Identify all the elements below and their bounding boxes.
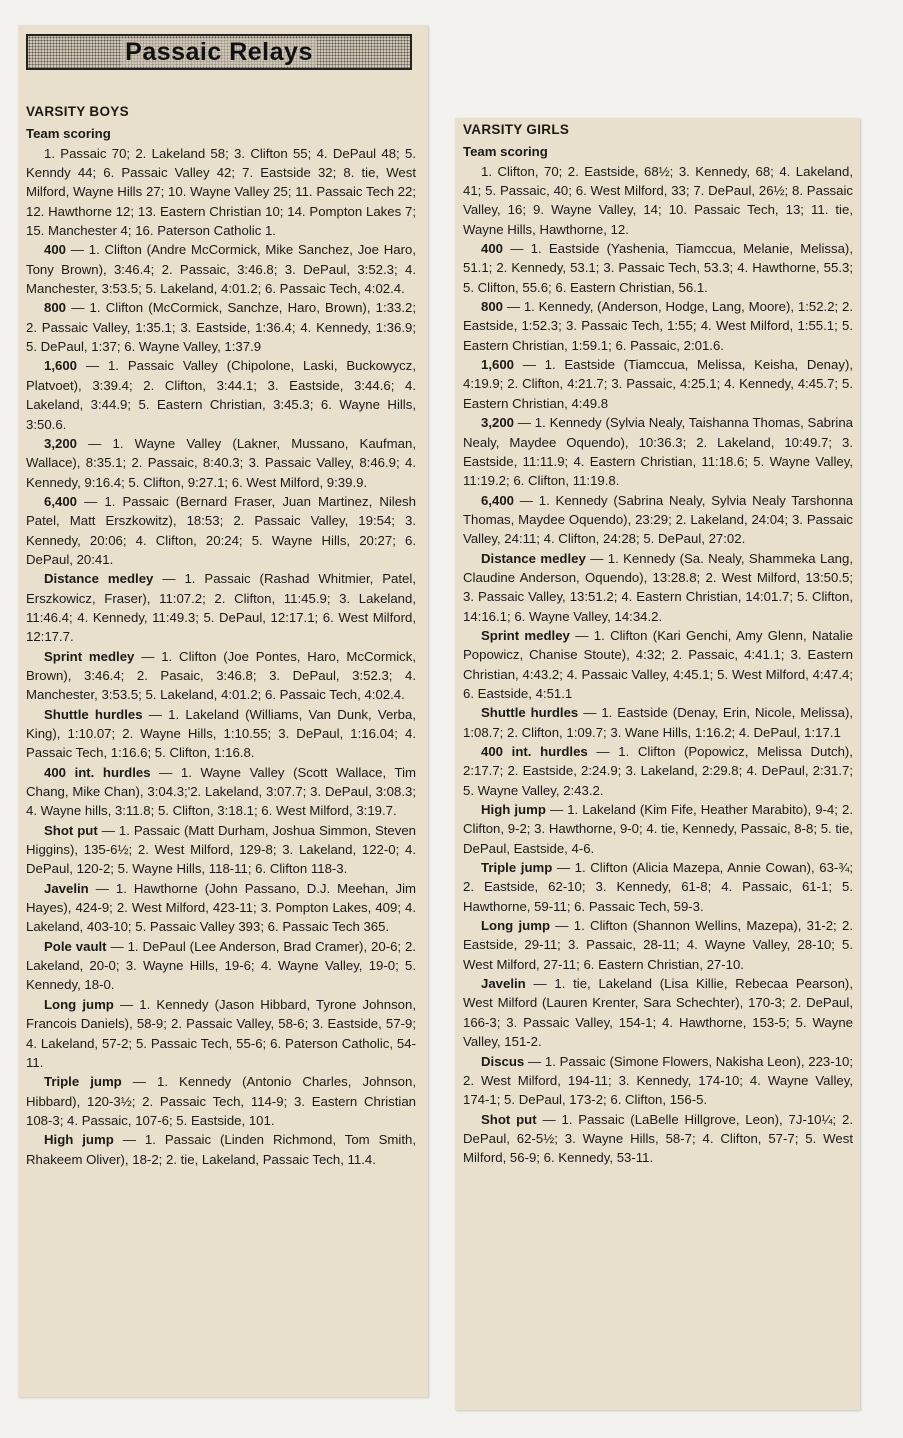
event-results-text: — 1. Passaic Valley (Chipolone, Laski, Buckowycz, Platvoet), 3:39.4; 2. Clifton, 3:44.1; 3. Eastside, 3:44.6; 4. Lakeland, 3:44.9; 5. Eastern Christian, 3:45.3; 6. Wayne Hills, 3:50.6. — [26, 358, 416, 432]
boys-event-result — [26, 434, 416, 492]
girls-event-result — [463, 626, 853, 703]
event-results-text: — 1. Kennedy (Sabrina Nealy, Sylvia Nealy Tarshonna Thomas, Maydee Oquendo), 23:29; 2. Lakeland, 24:04; 3. Passaic Valley, 24:11; 4. Clifton, 24:28; 5. DePaul, 27:02. — [463, 492, 853, 547]
boys-event-result — [26, 821, 416, 879]
girls-event-result — [463, 742, 853, 800]
event-name: Javelin — [481, 976, 526, 992]
event-results-text: — 1. Clifton (Shannon Wellins, Mazepa), 31-2; 2. Eastside, 29-11; 3. Passaic, 28-11; 4. Wayne Valley, 28-10; 5. West Milford, 27-11; 6. Eastern Christian, 27-10. — [463, 918, 853, 972]
event-name: Shuttle hurdles — [481, 705, 579, 721]
event-name: 400 int. hurdles — [481, 744, 588, 759]
girls-event-result — [463, 549, 853, 626]
girls-team-scoring-title: Team scoring — [463, 144, 548, 160]
headline-banner — [26, 34, 412, 70]
event-results-text: — 1. Clifton (Kari Genchi, Amy Glenn, Natalie Popowicz, Chanise Stoute), 4:32; 2. Passaic, 4:41.1; 3. Eastern Christian, 4:43.2; 4. Passaic Valley, 4:45.1; 5. West Milford, 4:47.4; 6. Eastside, 4:51.1 — [463, 627, 853, 701]
girls-event-result — [463, 916, 853, 974]
event-results-text: — 1. Clifton (Andre McCormick, Mike Sanchez, Joe Haro, Tony Brown), 3:46.4; 2. Passaic, 3:46.8; 3. DePaul, 3:52.3; 4. Manchester, 3:53.5; 5. Lakeland, 4:01.2; 6. Passaic Tech, 4:02.4. — [26, 242, 416, 297]
event-results-text: — 1. Hawthorne (John Passano, D.J. Meehan, Jim Hayes), 424-9; 2. West Milford, 423-11; 3. Pompton Lakes, 409; 4. Lakeland, 403-10; 5. Passaic Valley 393; 6. Passaic Tech 365. — [26, 880, 416, 935]
event-results-text: — 1. Passaic (LaBelle Hillgrove, Leon), 7J-10¼; 2. DePaul, 62-5½; 3. Wayne Hills, 58-7; 4. Clifton, 57-7; 5. West Milford, 56-9; 6. Kennedy, 53-11. — [463, 1111, 853, 1166]
girls-event-result — [463, 974, 853, 1051]
event-name: 400 int. hurdles — [44, 764, 151, 780]
event-name: Shot put — [481, 1111, 537, 1127]
boys-event-result — [26, 1130, 416, 1169]
event-results-text: — 1. Passaic (Bernard Fraser, Juan Martinez, Nilesh Patel, Matt Erszkowitz), 18:53; 2. Passaic Valley, 19:54; 3. Kennedy, 20:06; 4. Clifton, 20:24; 5. Wayne Hills, 20:27; 6. DePaul, 20:41. — [26, 493, 416, 567]
event-name: Distance medley — [44, 571, 154, 587]
boys-event-result — [26, 647, 416, 705]
event-results-text: — 1. Clifton (Popowicz, Melissa Dutch), 2:17.7; 2. Eastside, 2:24.9; 3. Lakeland, 2:29.8; 4. DePaul, 2:31.7; 5. Wayne Valley, 2:43.2. — [463, 744, 853, 798]
event-results-text: — 1. Passaic (Simone Flowers, Nakisha Leon), 223-10; 2. West Milford, 194-11; 3. Kennedy, 174-10; 4. Wayne Valley, 174-1; 5. DePaul, 173-2; 6. Clifton, 156-5. — [463, 1053, 853, 1108]
girls-event-result — [463, 1052, 853, 1110]
event-name: Triple jump — [44, 1074, 122, 1090]
boys-section-title: VARSITY BOYS — [26, 104, 129, 119]
event-results-text: 1. Clifton, 70; 2. Eastside, 68½; 3. Kennedy, 68; 4. Lakeland, 41; 5. Passaic, 40; 6. West Milford, 33; 7. DePaul, 26½; 8. Passaic Valley, 16; 9. Wayne Valley, 14; 10. Passaic Tech, 13; 11. tie, Wayne Hills, Hawthorne, 12. — [463, 163, 853, 237]
event-results-text: — 1. Kennedy (Sa. Nealy, Shammeka Lang, Claudine Anderson, Oquendo), 13:28.8; 2. West Milford, 13:50.5; 3. Passaic Valley, 13:51.2; 4. Eastern Christian, 14:01.7; 5. Clifton, 14:16.1; 6. Wayne Valley, 14:34.2. — [463, 550, 853, 624]
event-name: Long jump — [481, 918, 551, 934]
event-name: 1,600 — [481, 357, 515, 373]
event-name: Distance medley — [481, 550, 586, 566]
girls-event-result — [463, 413, 853, 490]
event-name: Shot put — [44, 822, 98, 838]
event-results-text: — 1. Passaic (Matt Durham, Joshua Simmon, Steven Higgins), 135-6½; 2. West Milford, 129-8; 3. Lakeland, 122-0; 4. DePaul, 120-2; 5. Wayne Hills, 118-11; 6. Clifton 118-3. — [26, 822, 417, 877]
boys-event-result — [26, 705, 416, 763]
event-name: High jump — [44, 1132, 114, 1148]
event-results-text: — 1. Kennedy (Jason Hibbard, Tyrone Johnson, Francois Daniels), 58-9; 2. Passaic Valley, 58-6; 3. Eastside, 57-9; 4. Lakeland, 57-2; 5. Passaic Tech, 55-6; 6. Paterson Catholic, 54-11. — [26, 996, 417, 1070]
girls-event-result — [463, 297, 853, 355]
boys-event-result — [26, 937, 416, 995]
boys-results-list — [26, 144, 416, 1169]
event-results-text: — 1. DePaul (Lee Anderson, Brad Cramer), 20-6; 2. Lakeland, 20-0; 3. Wayne Hills, 19-6; 4. Wayne Valley, 19-0; 5. Kennedy, 18-0. — [26, 938, 417, 993]
event-results-text: — 1. Passaic (Rashad Whitmier, Patel, Erszkowicz, Fraser), 11:07.2; 2. Clifton, 11:45.9; 3. Lakeland, 11:46.4; 4. Kennedy, 11:49.3; 5. DePaul, 12:17.1; 6. West Milford, 12:17.7. — [26, 571, 416, 645]
event-results-text: — 1. Clifton (Alicia Mazepa, Annie Cowan), 63-¾; 2. Eastside, 62-10; 3. Kennedy, 61-8; 4. Passaic, 61-1; 5. Hawthorne, 59-11; 6. Passaic Tech, 59-3. — [463, 860, 853, 914]
event-results-text: — 1. Clifton (McCormick, Sanchze, Haro, Brown), 1:33.2; 2. Passaic Valley, 1:35.1; 3. Eastside, 1:36.4; 4. Kennedy, 1:36.9; 5. DePaul, 1:37; 6. Wayne Valley, 1:37.9 — [26, 300, 416, 355]
girls-event-result — [463, 491, 853, 549]
event-name: 800 — [481, 299, 504, 315]
boys-event-result — [26, 492, 416, 569]
girls-event-result — [463, 800, 853, 858]
event-name: 1,600 — [44, 358, 78, 374]
event-name: Discus — [481, 1053, 525, 1069]
boys-event-result — [26, 995, 416, 1072]
event-name: 6,400 — [44, 493, 78, 509]
event-name: 400 — [44, 242, 67, 258]
boys-event-result — [26, 298, 416, 356]
event-results-text: — 1. Wayne Valley (Scott Wallace, Tim Chang, Mike Chan), 3:04.3;'2. Lakeland, 3:07.7; 3. DePaul, 3:08.3; 4. Wayne hills, 3:11.8; 5. Clifton, 3:18.1; 6. West Milford, 3:19.7. — [26, 764, 416, 819]
boys-team-scoring-result — [26, 144, 416, 241]
event-results-text: — 1. Lakeland (Williams, Van Dunk, Verba, King), 1:10.07; 2. Wayne Hills, 1:10.55; 3. DePaul, 1:16.04; 4. Passaic Tech, 1:16.6; 5. Clifton, 1:16.8. — [26, 706, 417, 761]
girls-event-result — [463, 858, 853, 916]
event-results-text: — 1. Kennedy (Sylvia Nealy, Taishanna Thomas, Sabrina Nealy, Maydee Oquendo), 10:36.3; 2. Lakeland, 10:49.7; 3. Eastside, 11:11.9; 4. Eastern Christian, 11:18.6; 5. Wayne Valley, 11:19.2; 6. Clifton, 11:19.8. — [463, 415, 853, 489]
girls-event-result — [463, 1110, 853, 1168]
boys-event-result — [26, 356, 416, 433]
event-results-text: — 1. Lakeland (Kim Fife, Heather Marabito), 9-4; 2. Clifton, 9-2; 3. Hawthorne, 9-0; 4. tie, Kennedy, Passaic, 8-8; 5. tie, DePaul, Eastside, 4-6. — [463, 802, 853, 856]
event-name: Javelin — [44, 880, 89, 896]
event-name: 400 — [481, 241, 504, 257]
event-results-text: — 1. Eastside (Tiamccua, Melissa, Keisha, Denay), 4:19.9; 2. Clifton, 4:21.7; 3. Passaic, 4:25.1; 4. Kennedy, 4:45.7; 5. Eastern Christian, 4:49.8 — [463, 357, 853, 411]
girls-team-scoring-result — [463, 162, 853, 239]
event-results-text: — 1. Eastside (Denay, Erin, Nicole, Melissa), 1:08.7; 2. Clifton, 1:09.7; 3. Wane Hills, 1:16.2; 4. DePaul, 1:17.1 — [463, 705, 853, 740]
event-name: Long jump — [44, 996, 114, 1012]
event-name: Triple jump — [481, 860, 553, 876]
event-results-text: — 1. Clifton (Joe Pontes, Haro, McCormick, Brown), 3:46.4; 2. Pasaic, 3:46.8; 3. DePaul, 3:52.3; 4. Manchester, 3:53.5; 5. Lakeland, 4:01.2; 6. Passaic Tech, 4:02.4. — [26, 648, 416, 703]
girls-section-title: VARSITY GIRLS — [463, 122, 570, 137]
boys-event-result — [26, 240, 416, 298]
girls-event-result — [463, 703, 853, 742]
varsity-boys-column — [26, 102, 416, 1169]
event-name: Pole vault — [44, 938, 107, 954]
boys-event-result — [26, 763, 416, 821]
event-name: 800 — [44, 300, 67, 316]
event-name: 6,400 — [481, 492, 515, 508]
event-name: Sprint medley — [481, 627, 570, 643]
event-name: High jump — [481, 802, 546, 818]
boys-event-result — [26, 879, 416, 937]
girls-event-result — [463, 355, 853, 413]
event-results-text: — 1. Eastside (Yashenia, Tiamccua, Melanie, Melissa), 51.1; 2. Kennedy, 53.1; 3. Passaic Tech, 53.3; 4. Hawthorne, 55.3; 5. Clifton, 55.6; 6. Eastern Christian, 56.1. — [463, 241, 853, 295]
event-results-text: — 1. tie, Lakeland (Lisa Killie, Rebecaa Pearson), West Milford (Lauren Krenter, Sara Schechter), 170-3; 2. DePaul, 166-3; 3. Passaic Valley, 154-1; 4. Hawthorne, 153-5; 5. Wayne Valley, 151-2. — [463, 976, 853, 1050]
boys-event-result — [26, 569, 416, 646]
event-name: Shuttle hurdles — [44, 706, 143, 722]
girls-results-list — [463, 162, 853, 1168]
event-name: 3,200 — [44, 435, 78, 451]
boys-event-result — [26, 1072, 416, 1130]
varsity-girls-column — [463, 120, 853, 1168]
girls-event-result — [463, 239, 853, 297]
event-name: 3,200 — [481, 415, 515, 431]
headline-title: Passaic Relays — [121, 38, 317, 67]
event-results-text: — 1. Wayne Valley (Lakner, Mussano, Kaufman, Wallace), 8:35.1; 2. Passaic, 8:40.3; 3. Passaic Valley, 8:46.9; 4. Kennedy, 9:16.4; 5. Clifton, 9:27.1; 6. West Milford, 9:39.9. — [26, 435, 416, 490]
event-results-text: — 1. Kennedy, (Anderson, Hodge, Lang, Moore), 1:52.2; 2. Eastside, 1:52.3; 3. Passaic Tech, 1:55; 4. West Milford, 1:55.1; 5. Eastern Christian, 1:59.1; 6. Passaic, 2:01.6. — [463, 299, 853, 353]
boys-team-scoring-title: Team scoring — [26, 126, 111, 142]
event-results-text: — 1. Passaic (Linden Richmond, Tom Smith, Rhakeem Oliver), 18-2; 2. tie, Lakeland, Passaic Tech, 11.4. — [26, 1132, 416, 1167]
event-name: Sprint medley — [44, 648, 135, 664]
event-results-text: 1. Passaic 70; 2. Lakeland 58; 3. Clifton 55; 4. DePaul 48; 5. Kenndy 44; 6. Passaic Valley 42; 7. Eastside 32; 8. tie, West Milford, Wayne Hills 27; 10. Wayne Valley 25; 11. Passaic Tech 22; 12. Hawthorne 12; 13. Eastern Christian 10; 14. Pompton Lakes 7; 15. Manchester 4; 16. Paterson Catholic 1. — [26, 145, 416, 239]
event-results-text: — 1. Kennedy (Antonio Charles, Johnson, Hibbard), 120-3½; 2. Passaic Tech, 114-9; 3. Eastern Christian 108-3; 4. Passaic, 107-6; 5. Eastside, 101. — [26, 1074, 417, 1128]
